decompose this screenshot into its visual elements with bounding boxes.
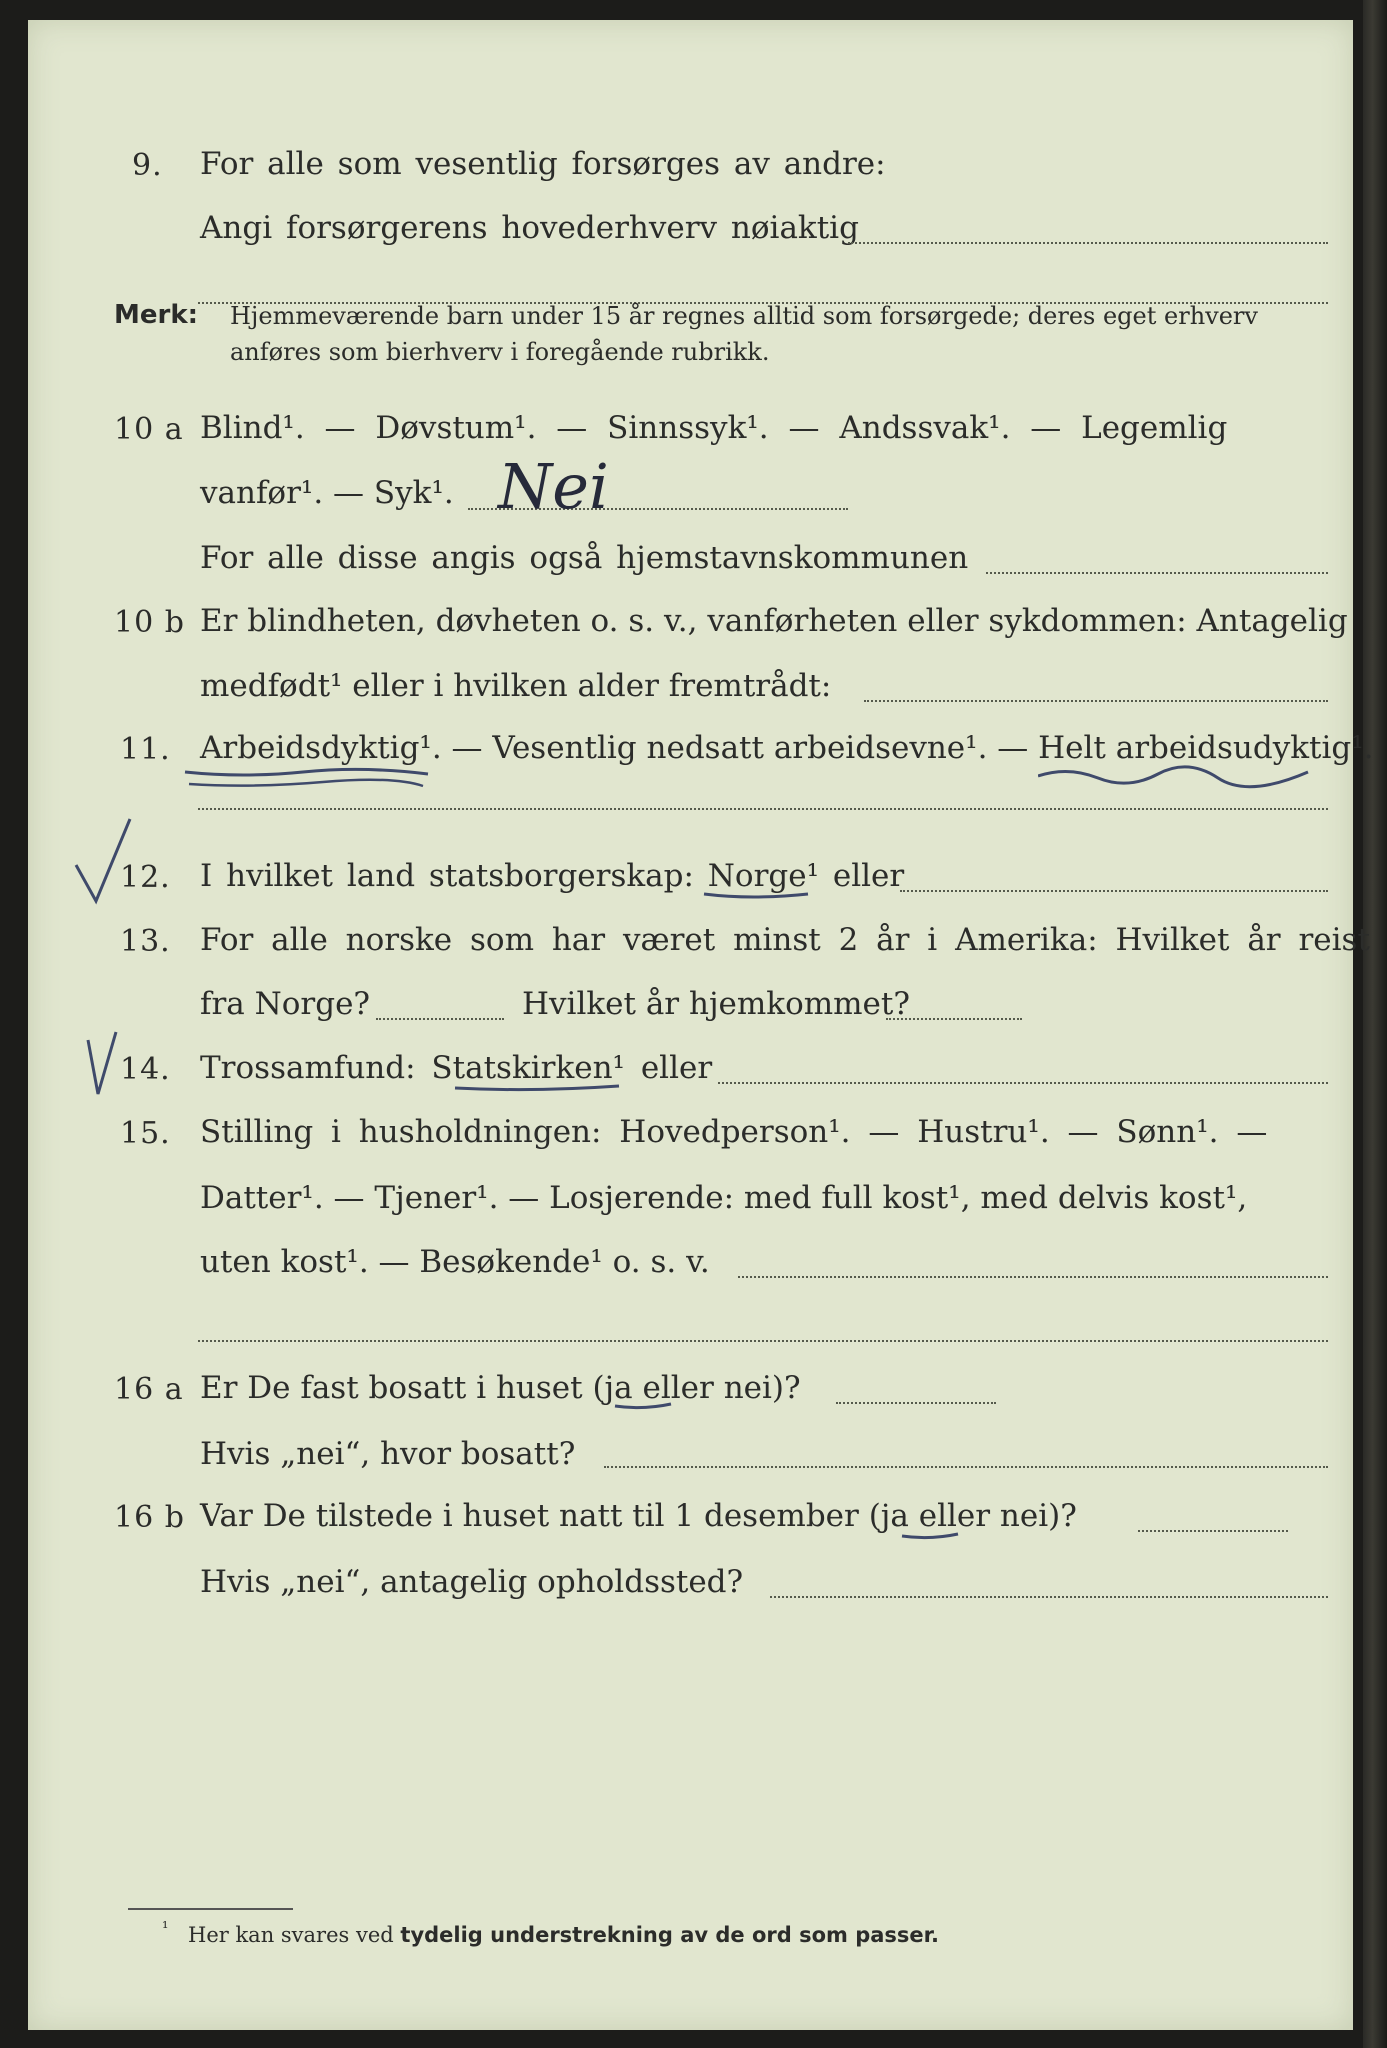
q13-line2b: Hvilket år hjemkommet? <box>522 986 910 1022</box>
q11-underline-mark <box>183 762 433 792</box>
q16a-line1: Er De fast bosatt i huset (ja eller nei)? <box>200 1370 801 1406</box>
q10a-kommune-field[interactable] <box>986 572 1328 574</box>
footnote-text <box>188 1923 939 1947</box>
q16b-answer-field[interactable] <box>1138 1530 1288 1532</box>
q9-line2: Angi forsørgerens hovederhverv nøiaktig <box>200 210 859 246</box>
q16a-line2: Hvis „nei“, hvor bosatt? <box>200 1436 576 1472</box>
scan-edge <box>1363 0 1387 2048</box>
q16a-number: 16 a <box>114 1372 184 1407</box>
q13-number: 13. <box>120 924 171 959</box>
q10a-line2: vanfør¹. — Syk¹. <box>200 475 454 511</box>
q13-line1: For alle norske som har været minst 2 år i Amerika: Hvilket år reist <box>200 922 1370 958</box>
q16b-number: 16 b <box>114 1500 185 1535</box>
q9-answer-field[interactable] <box>848 242 1328 244</box>
q12-number: 12. <box>120 860 171 895</box>
q14-check-mark <box>84 1030 124 1100</box>
footnote-rule <box>128 1908 293 1910</box>
q10b-answer-field[interactable] <box>864 700 1328 702</box>
q16b-opholdssted-field[interactable] <box>770 1596 1328 1598</box>
q11-line1: Arbeidsdyktig¹. — Vesentlig nedsatt arbeidsevne¹. — Helt arbeidsudyktig¹. <box>200 730 1374 766</box>
footnote-text-a: Her kan svares ved <box>188 1923 394 1947</box>
q9-line1: For alle som vesentlig forsørges av andre: <box>200 146 886 182</box>
q11-strike-mark <box>1038 762 1318 790</box>
q10a-line3: For alle disse angis også hjemstavnskommunen <box>200 540 969 576</box>
q15-line2: Datter¹. — Tjener¹. — Losjerende: med full kost¹, med delvis kost¹, <box>200 1180 1248 1216</box>
q10b-line2: medfødt¹ eller i hvilken alder fremtrådt: <box>200 668 832 704</box>
footnote-mark: ¹ <box>162 1918 169 1937</box>
census-form-page <box>28 20 1374 2030</box>
q14-line1: Trossamfund: Statskirken¹ eller <box>200 1050 713 1086</box>
q15-answer-field[interactable] <box>738 1276 1328 1278</box>
footnote-text-b: tydelig understrekning av de ord som passer. <box>400 1923 940 1947</box>
q11-number: 11. <box>120 732 171 767</box>
q15-line3: uten kost¹. — Besøkende¹ o. s. v. <box>200 1244 710 1280</box>
q12-answer-field[interactable] <box>900 890 1328 892</box>
q16b-line1: Var De tilstede i huset natt til 1 desember (ja eller nei)? <box>200 1498 1077 1534</box>
merk-line2: anføres som bierhverv i foregående rubrikk. <box>230 338 770 366</box>
q15-line1: Stilling i husholdningen: Hovedperson¹. — Hustru¹. — Sønn¹. — <box>200 1114 1268 1150</box>
q10a-number: 10 a <box>114 412 184 447</box>
q13-hjemkommet-field[interactable] <box>886 1018 1022 1020</box>
q14-number: 14. <box>120 1052 171 1087</box>
merk-label: Merk: <box>114 300 199 330</box>
q10b-line1: Er blindheten, døvheten o. s. v., vanførheten eller sykdommen: Antagelig <box>200 603 1348 639</box>
q16a-bosatt-field[interactable] <box>604 1466 1328 1468</box>
q15-number: 15. <box>120 1116 171 1151</box>
q15-answer-field-2[interactable] <box>198 1340 1328 1342</box>
q16b-line2: Hvis „nei“, antagelig opholdssted? <box>200 1564 744 1600</box>
q16a-answer-field[interactable] <box>836 1402 996 1404</box>
q13-line2a: fra Norge? <box>200 986 371 1022</box>
q10a-handwritten-answer: Nei <box>498 450 609 523</box>
q9-number: 9. <box>132 148 163 183</box>
merk-line1: Hjemmeværende barn under 15 år regnes alltid som forsørgede; deres eget erhverv <box>230 302 1258 330</box>
q10b-number: 10 b <box>114 605 185 640</box>
q12-line1: I hvilket land statsborgerskap: Norge¹ eller <box>200 858 905 894</box>
q10a-line1: Blind¹. — Døvstum¹. — Sinnssyk¹. — Andssvak¹. — Legemlig <box>200 410 1228 446</box>
q14-answer-field[interactable] <box>718 1082 1328 1084</box>
q11-answer-field[interactable] <box>198 808 1328 810</box>
q13-reist-field[interactable] <box>376 1018 504 1020</box>
